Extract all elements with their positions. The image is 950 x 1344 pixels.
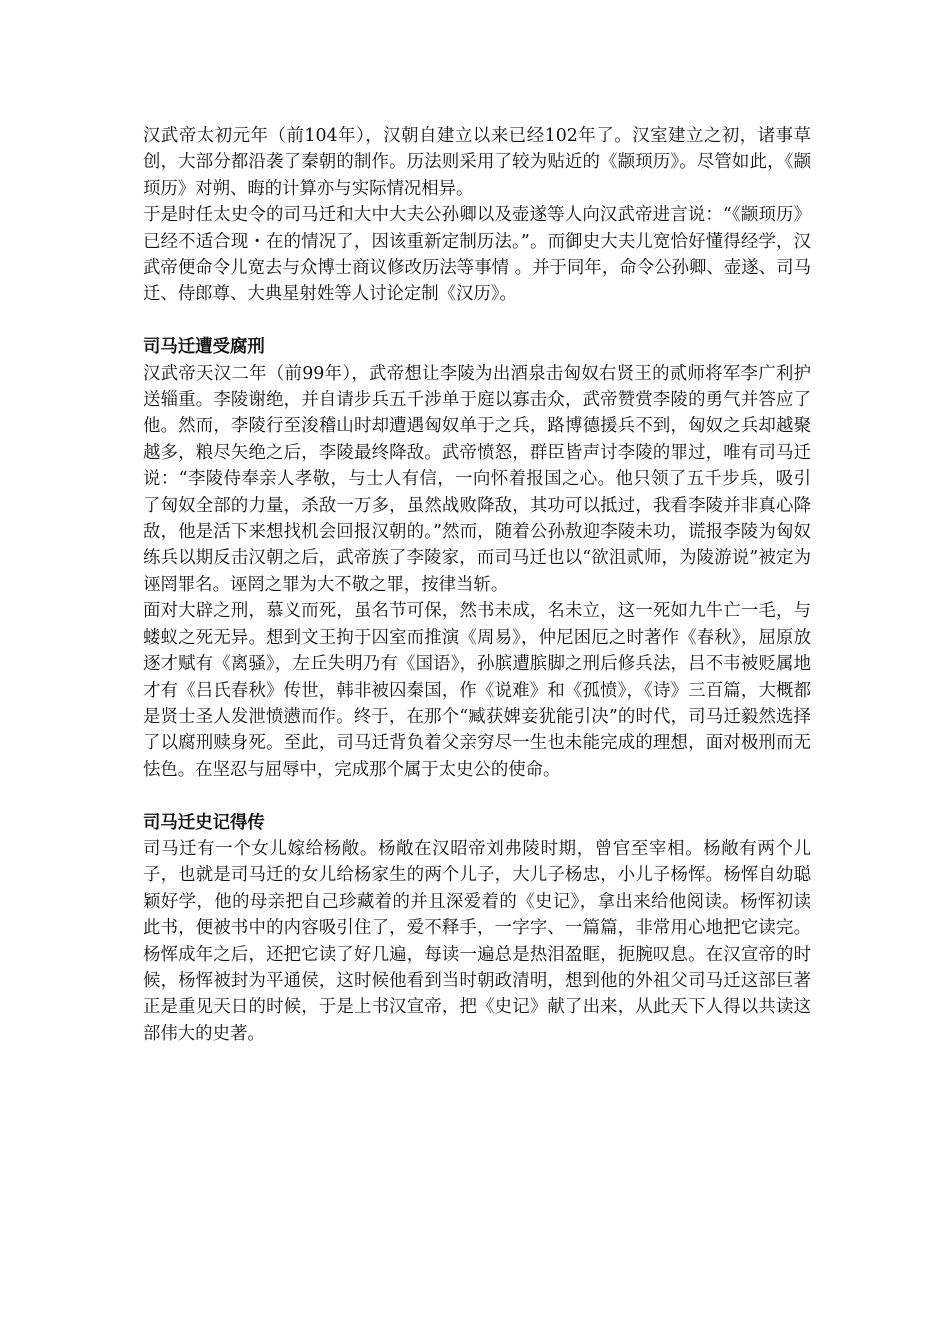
paragraph-li-ling-affair: 汉武帝天汉二年（前99年），武帝想让李陵为出酒泉击匈奴右贤王的贰师将军李广利护送辎重。李陵谢绝，并自请步兵五千涉单于庭以寡击众，武帝赞赏李陵的勇气并答应了他。然而，李陵行至浚稽山时却遭遇匈奴单于之兵，路博德援兵不到，匈奴之兵却越聚越多，粮尽矢绝之后，李陵最终降敌。武帝愤怒，群臣皆声讨李陵的罪过，唯有司马迁说：“李陵侍奉亲人孝敬，与士人有信，一向怀着报国之心。他只领了五千步兵，吸引了匈奴全部的力量，杀敌一万多，虽然战败降敌，其功可以抵过，我看李陵并非真心降敌，他是活下来想找机会回报汉朝的。”然而，随着公孙敖迎李陵未功，谎报李陵为匈奴练兵以期反击汉朝之后，武帝族了李陵家，而司马迁也以“欲沮贰师，为陵游说”被定为诬罔罪名。诬罔之罪为大不敬之罪，按律当斩。 (143, 363, 811, 595)
paragraph-calendar-reform: 于是时任太史令的司马迁和大中大夫公孙卿以及壶遂等人向汉武帝进言说：“《颛顼历》已经不适合现・在的情况了，因该重新定制历法。”。而御史大夫儿宽恰好懂得经学，汉武帝便命令儿宽去与众博士商议修改历法等事情 。并于同年，命令公孙卿、壶遂、司马迁、侍郎尊、大典星射姓等人讨论定制《汉历》。 (143, 205, 811, 305)
section-spacer (143, 308, 811, 334)
section-spacer (143, 783, 811, 809)
document-page (143, 123, 811, 1047)
section-heading-shiji-transmission: 司马迁史记得传 (143, 812, 265, 833)
section-heading-castration: 司马迁遭受腐刑 (143, 337, 265, 358)
paragraph-calendar-intro: 汉武帝太初元年（前104年），汉朝自建立以来已经102年了。汉室建立之初，诸事草创，大部分都沿袭了秦朝的制作。历法则采用了较为贴近的《颛顼历》。尽管如此，《颛顼历》对朔、晦的计算亦与实际情况相异。 (143, 126, 811, 199)
paragraph-choice-of-punishment: 面对大辟之刑，慕义而死，虽名节可保，然书未成，名未立，这一死如九牛亡一毛，与蝼蚁之死无异。想到文王拘于囚室而推演《周易》，仲尼困厄之时著作《春秋》，屈原放逐才赋有《离骚》，左丘失明乃有《国语》，孙膑遭膑脚之刑后修兵法，吕不韦被贬属地才有《吕氏春秋》传世，韩非被囚秦国，作《说难》和《孤愤》，《诗》三百篇，大概都是贤士圣人发泄愤懑而作。终于，在那个“臧获婢妾犹能引决”的时代，司马迁毅然选择了以腐刑赎身死。至此，司马迁背负着父亲穷尽一生也未能完成的理想，面对极刑而无怯色。在坚忍与屈辱中，完成那个属于太史公的使命。 (143, 601, 811, 780)
paragraph-yang-yun: 司马迁有一个女儿嫁给杨敞。杨敞在汉昭帝刘弗陵时期，曾官至宰相。杨敞有两个儿子，也就是司马迁的女儿给杨家生的两个儿子，大儿子杨忠，小儿子杨恽。杨恽自幼聪颖好学，他的母亲把自己珍藏着的并且深爱着的《史记》，拿出来给他阅读。杨恽初读此书，便被书中的内容吸引住了，爱不释手，一字字、一篇篇，非常用心地把它读完。杨恽成年之后，还把它读了好几遍，每读一遍总是热泪盈眶，扼腕叹息。在汉宣帝的时候，杨恽被封为平通侯，这时候他看到当时朝政清明，想到他的外祖父司马迁这部巨著正是重见天日的时候，于是上书汉宣帝，把《史记》献了出来，从此天下人得以共读这部伟大的史著。 (143, 838, 811, 1044)
